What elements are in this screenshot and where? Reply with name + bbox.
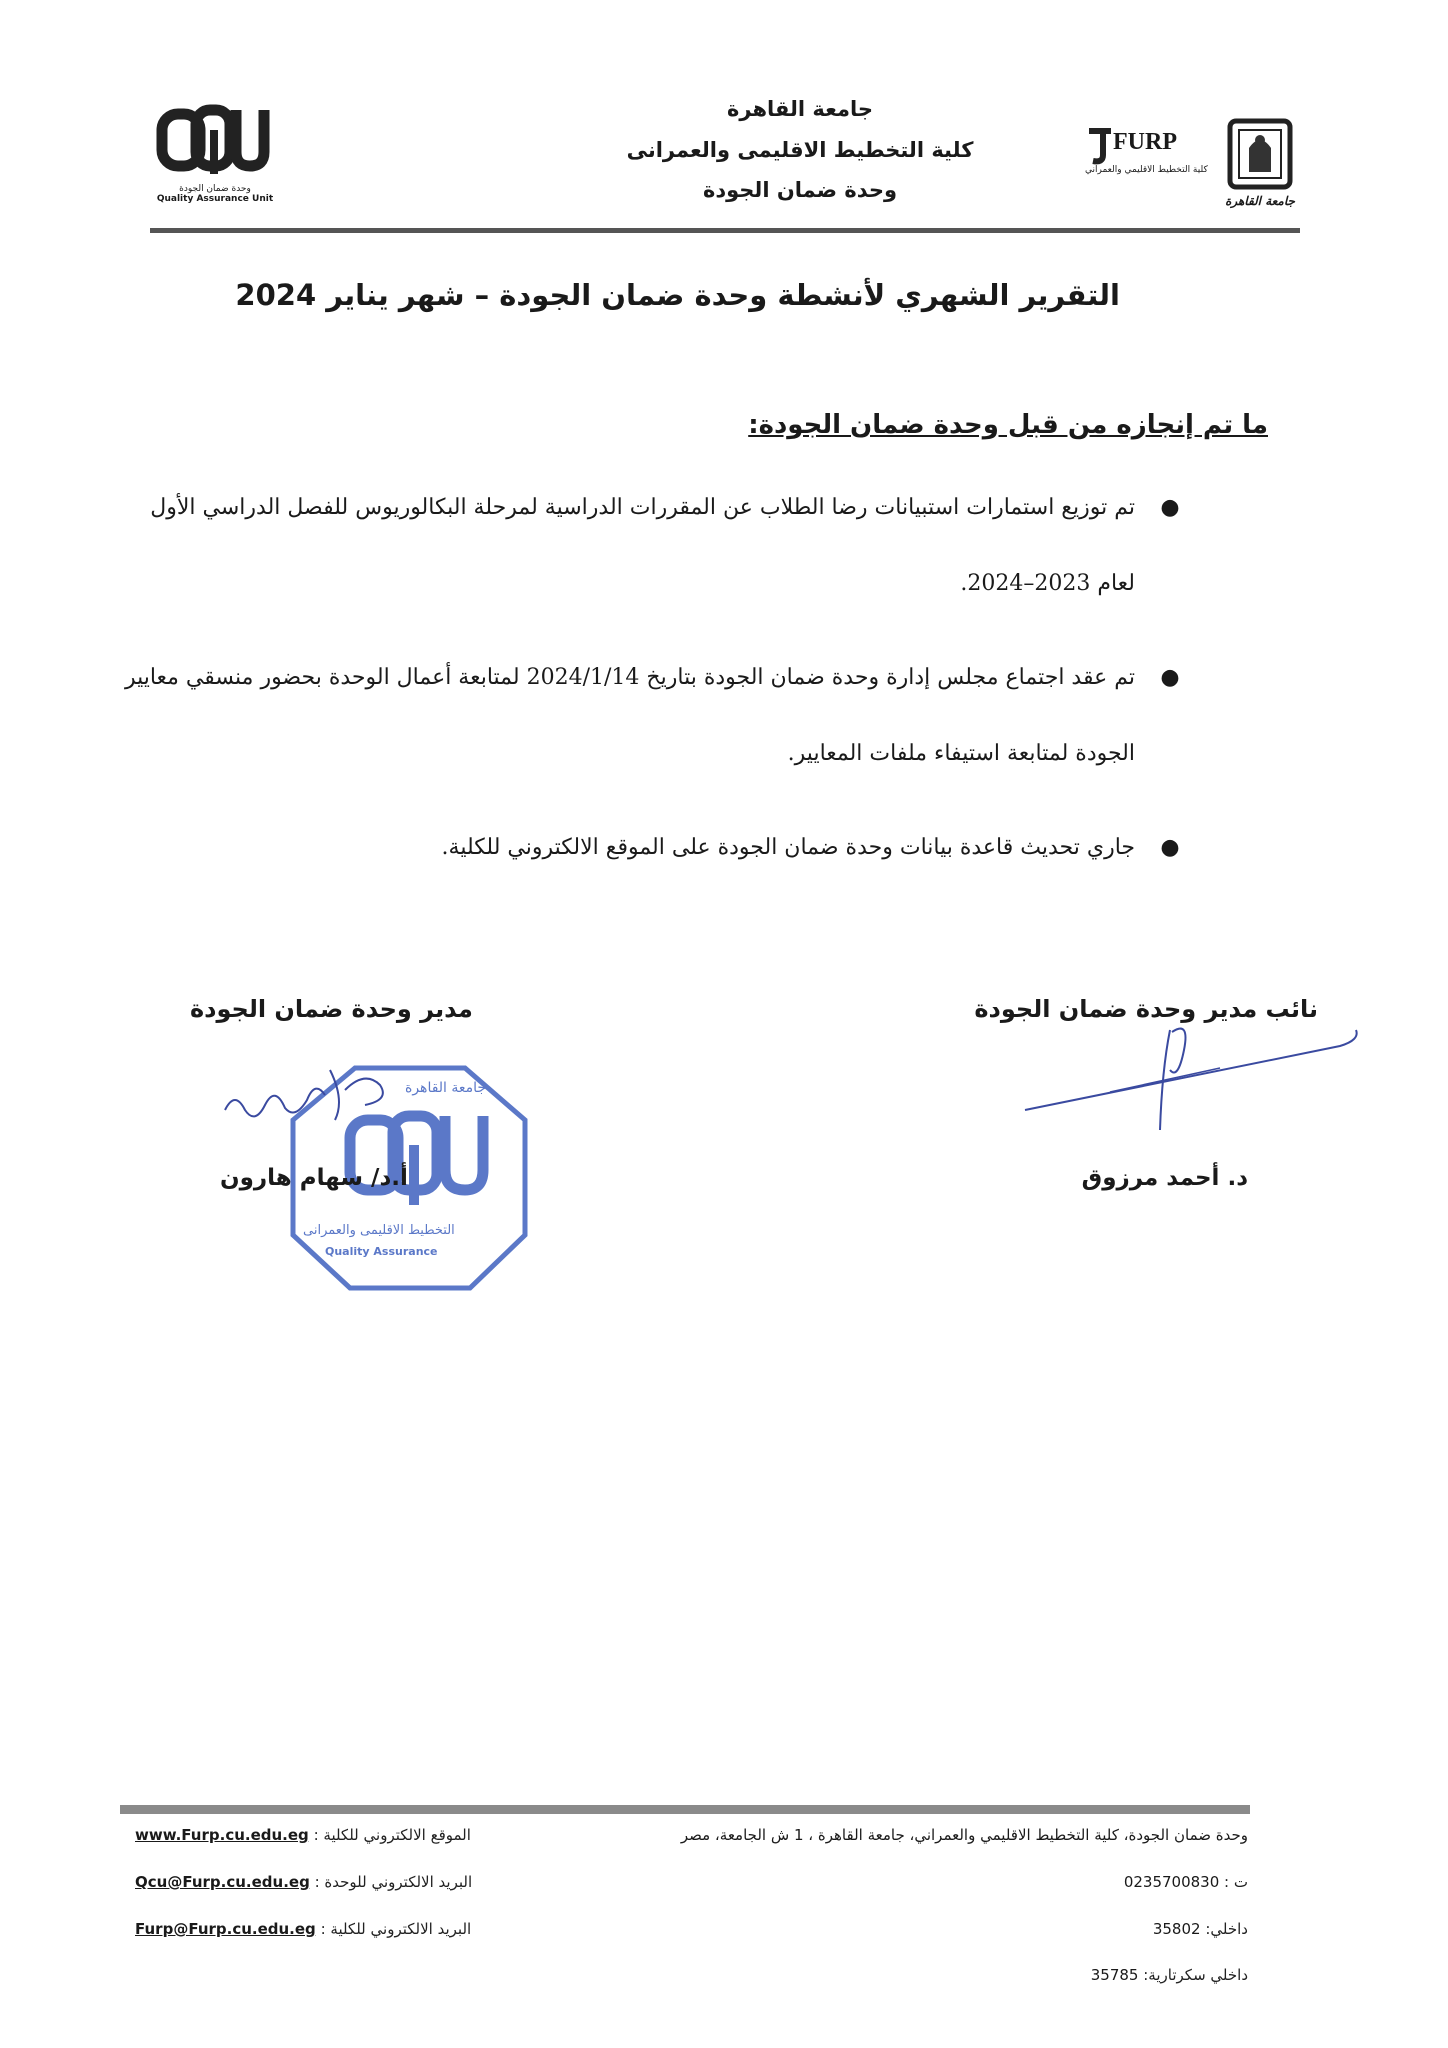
footer-website-label: الموقع الالكتروني للكلية : (313, 1826, 471, 1844)
director-name: أ.د/ سهام هارون (220, 1165, 408, 1191)
furp-logo-caption: كلية التخطيط الاقليمي والعمراني (1085, 165, 1208, 175)
stamp-bottom-text: التخطيط الاقليمى والعمرانى (303, 1223, 455, 1238)
list-item-text: تم توزيع استمارات استبيانات رضا الطلاب عن المقررات الدراسية لمرحلة البكالوريوس للفصل الدراسي الأول لعام 2023–2024. (150, 495, 1135, 596)
footer-faculty-email-label: البريد الالكتروني للكلية : (320, 1920, 472, 1938)
qau-logo-caption-ar: وحدة ضمان الجودة (179, 184, 251, 194)
list-item (110, 810, 1180, 886)
director-signature-icon (215, 1060, 395, 1140)
furp-logo (1085, 125, 1208, 185)
stamp-top-text: جامعة القاهرة (405, 1080, 487, 1096)
deputy-signature-icon (1020, 1010, 1370, 1140)
footer-unit-email (135, 1873, 472, 1891)
footer-faculty-email-link[interactable]: Furp@Furp.cu.edu.eg (135, 1920, 316, 1938)
cairo-university-emblem-icon (1225, 118, 1295, 190)
footer-unit-email-label: البريد الالكتروني للوحدة : (314, 1873, 473, 1891)
footer-phone-label: ت : (1224, 1873, 1248, 1891)
list-item (110, 640, 1180, 792)
director-title: مدير وحدة ضمان الجودة (190, 995, 473, 1023)
deputy-director-name: د. أحمد مرزوق (1081, 1165, 1248, 1191)
bullet-icon: ● (1160, 835, 1180, 860)
footer-extension (1153, 1920, 1248, 1938)
bullet-icon: ● (1160, 495, 1180, 520)
footer-extension-label: داخلي: (1205, 1920, 1248, 1938)
footer-website (135, 1826, 471, 1844)
list-item-text: جاري تحديث قاعدة بيانات وحدة ضمان الجودة على الموقع الالكتروني للكلية. (441, 835, 1135, 860)
footer-secretary-extension-value: 35785 (1090, 1966, 1139, 1984)
footer-faculty-email (135, 1920, 471, 1938)
footer-phone-value: 0235700830 (1123, 1873, 1220, 1891)
faculty-name: كلية التخطيط الاقليمى والعمرانى (626, 138, 974, 162)
footer-extension-value: 35802 (1152, 1920, 1201, 1938)
report-title: التقرير الشهري لأنشطة وحدة ضمان الجودة – شهر يناير 2024 (235, 278, 1120, 312)
unit-name: وحدة ضمان الجودة (702, 178, 898, 202)
furp-logo-text: FURP (1113, 129, 1177, 155)
cairo-university-logo (1225, 118, 1300, 218)
bullet-icon: ● (1160, 665, 1180, 690)
list-item (110, 470, 1180, 622)
achievements-list (110, 470, 1180, 904)
footer-phone (1124, 1873, 1248, 1891)
header-divider (150, 228, 1300, 233)
section-heading: ما تم إنجازه من قبل وحدة ضمان الجودة: (748, 410, 1268, 440)
stamp-english-text: Quality Assurance (325, 1245, 438, 1258)
qau-logo-icon (150, 100, 290, 180)
footer-address: وحدة ضمان الجودة، كلية التخطيط الاقليمي والعمراني، جامعة القاهرة ، 1 ش الجامعة، مصر (680, 1826, 1248, 1844)
footer-secretary-extension (1091, 1966, 1248, 1984)
furp-logo-icon (1085, 125, 1115, 165)
cairo-university-caption: جامعة القاهرة (1225, 194, 1295, 208)
footer-divider (120, 1805, 1250, 1814)
footer-secretary-extension-label: داخلي سكرتارية: (1143, 1966, 1248, 1984)
university-name: جامعة القاهرة (726, 97, 874, 121)
list-item-text: تم عقد اجتماع مجلس إدارة وحدة ضمان الجودة بتاريخ 2024/1/14 لمتابعة أعمال الوحدة بحضور منسقي معايير الجودة لمتابعة استيفاء ملفات المعايير. (124, 665, 1135, 766)
deputy-director-title: نائب مدير وحدة ضمان الجودة (974, 995, 1318, 1023)
qau-logo-caption-en: Quality Assurance Unit (156, 194, 274, 204)
qau-logo (150, 100, 290, 215)
footer-unit-email-link[interactable]: Qcu@Furp.cu.edu.eg (135, 1873, 310, 1891)
footer-website-link[interactable]: www.Furp.cu.edu.eg (135, 1826, 309, 1844)
